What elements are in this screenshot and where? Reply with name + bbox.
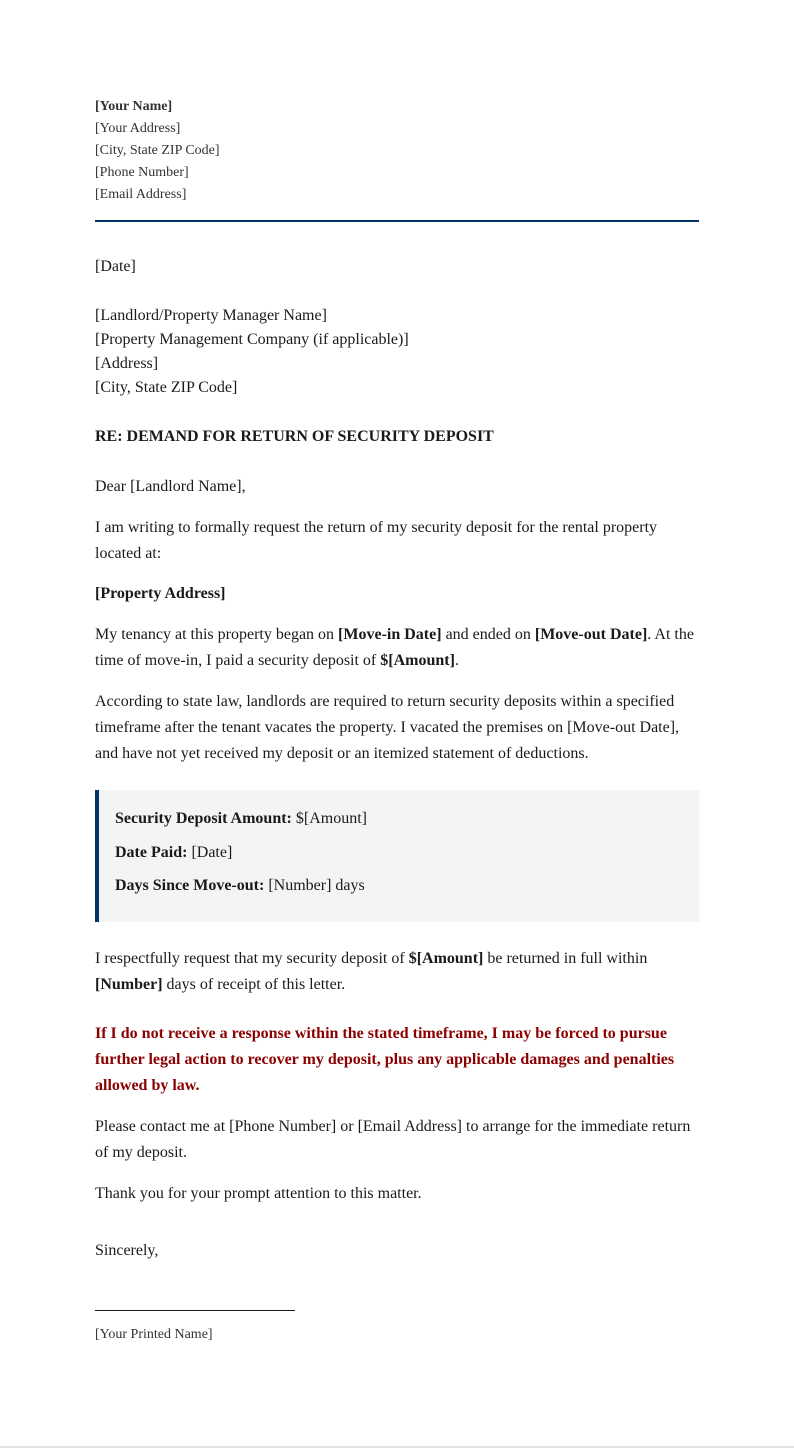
sender-address: [Your Address] [95, 121, 181, 136]
legal-warning: If I do not receive a response within the stated timeframe, I may be forced to pursue further legal action to recover my deposit, plus any applicable damages and penalties allowed by law. [95, 1025, 675, 1094]
summary-label: Security Deposit Amount: [115, 810, 292, 828]
subject-line: RE: DEMAND FOR RETURN OF SECURITY DEPOSIT [95, 428, 494, 445]
request-days: [Number] [95, 975, 163, 993]
contact-paragraph: Please contact me at [Phone Number] or [Email Address] to arrange for the immediate return of my deposit. [95, 1118, 691, 1161]
property-address: [Property Address] [95, 585, 226, 603]
summary-row-date-paid [115, 841, 683, 865]
recipient-company: [Property Management Company (if applicable)] [95, 331, 409, 348]
recipient-name: [Landlord/Property Manager Name] [95, 307, 327, 324]
tenancy-paragraph [95, 622, 699, 673]
request-text: I respectfully request that my security deposit of [95, 950, 409, 968]
sender-block [95, 96, 699, 222]
summary-value: [Number] days [264, 877, 365, 895]
deposit-summary-box [95, 790, 699, 922]
salutation: Dear [Landlord Name], [95, 478, 246, 495]
sender-email: [Email Address] [95, 187, 187, 202]
summary-row-amount [115, 807, 683, 831]
summary-value: $[Amount] [291, 810, 367, 828]
intro-paragraph: I am writing to formally request the return of my security deposit for the rental property located at: [95, 519, 658, 562]
tenancy-text: . At the time of move-in, I paid a security deposit of [95, 626, 694, 669]
request-amount: $[Amount] [408, 950, 484, 968]
move-out-date: [Move-out Date] [534, 626, 648, 644]
summary-row-days [115, 874, 683, 898]
tenancy-text: . [454, 651, 459, 669]
letter-content [95, 96, 699, 1345]
summary-value: [Date] [187, 843, 233, 861]
summary-label: Date Paid: [115, 843, 188, 861]
request-paragraph [95, 946, 699, 997]
thanks-paragraph: Thank you for your prompt attention to this matter. [95, 1185, 422, 1203]
deposit-amount: $[Amount] [380, 651, 455, 669]
tenancy-text: My tenancy at this property began on [95, 626, 339, 644]
sender-name: [Your Name] [95, 99, 173, 114]
letter-date: [Date] [95, 258, 136, 275]
printed-name: [Your Printed Name] [95, 1326, 213, 1342]
recipient-address: [Address] [95, 355, 159, 372]
summary-label: Days Since Move-out: [115, 877, 265, 895]
move-in-date: [Move-in Date] [338, 626, 442, 644]
request-text: be returned in full within [483, 950, 648, 968]
recipient-block [95, 304, 699, 400]
sender-phone: [Phone Number] [95, 165, 189, 180]
signature-line [95, 1310, 295, 1311]
recipient-city-state-zip: [City, State ZIP Code] [95, 379, 238, 396]
state-law-paragraph: According to state law, landlords are required to return security deposits within a specified timeframe after the tenant vacates the property. I vacated the premises on [Move-out Date], and have not yet received my deposit or an itemized statement of deductions. [95, 693, 680, 762]
closing: Sincerely, [95, 1241, 159, 1259]
sender-city-state-zip: [City, State ZIP Code] [95, 143, 220, 158]
request-text: days of receipt of this letter. [162, 975, 346, 993]
tenancy-text: and ended on [441, 626, 535, 644]
